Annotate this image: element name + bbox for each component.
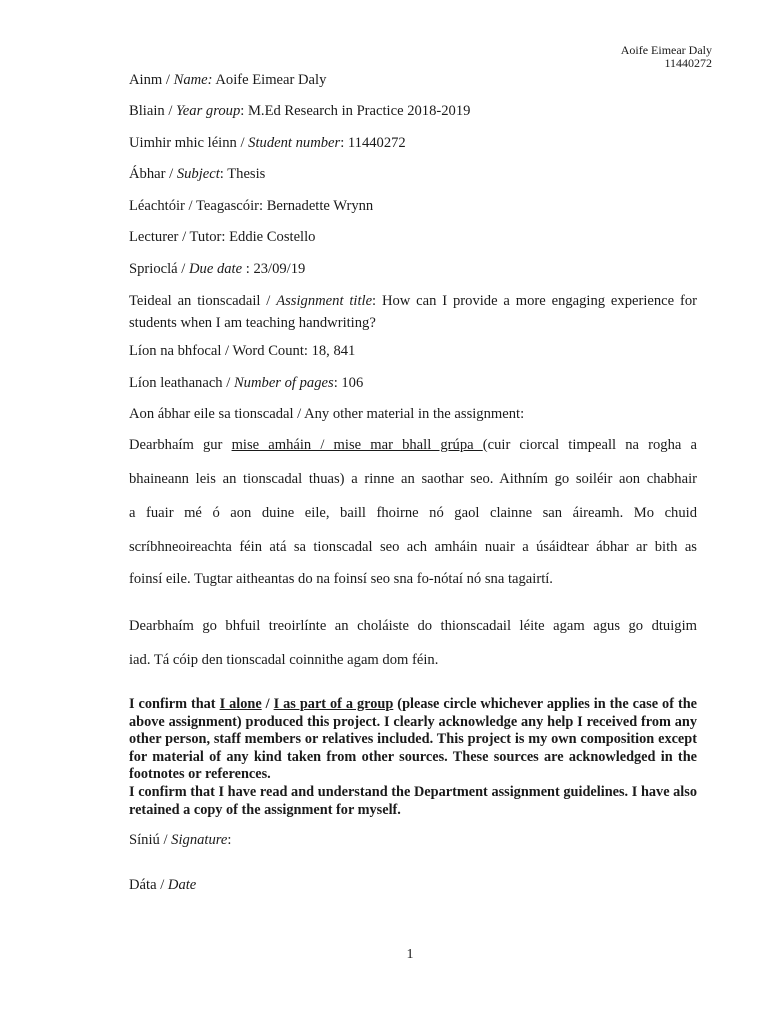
english-declaration: I confirm that I alone / I as part of a group (please circle whichever applies in the case of the above assignment) produced this project. I clearly acknowledge any help I received from any other person, staff members or relatives included. This project is my own composition except for material of any kind taken from other sources. These sources are acknowledged in the footnotes or references. I confirm that I have read and understand the Department assignment guidelines. I have also retained a copy of the assignment for myself. [129, 696, 698, 818]
irish-declaration-line-2: bhaineann leis an tionscadal thuas) a rinne an saothar seo. Aithním go soiléir aon chabhair [129, 471, 697, 487]
word-count-field: Líon na bhfocal / Word Count: 18, 841 [129, 343, 356, 359]
signature-label: Síniú / Signature: [129, 832, 232, 848]
pages-field: Líon leathanach / Number of pages: 106 [129, 375, 364, 391]
irish-declaration-line-6: Dearbhaím go bhfuil treoirlínte an choláiste do thionscadail léite agam agus go dtuigim [129, 618, 697, 634]
name-field: Ainm / Name: Aoife Eimear Daly [129, 72, 327, 88]
header-number: 11440272 [664, 56, 712, 70]
due-date-field: Sprioclá / Due date : 23/09/19 [129, 261, 306, 277]
date-label: Dáta / Date [129, 877, 197, 893]
student-number-field: Uimhir mhic léinn / Student number: 11440272 [129, 135, 406, 151]
lecturer-ga-field: Léachtóir / Teagascóir: Bernadette Wrynn [129, 198, 374, 214]
header-name: Aoife Eimear Daly [620, 43, 712, 57]
irish-declaration-line-3: a fuair mé ó aon duine eile, baill fhoirne nó gaol clainne san áireamh. Mo chuid [129, 505, 697, 521]
page-header [621, 44, 712, 70]
page-number: 1 [406, 947, 414, 962]
lecturer-en-field: Lecturer / Tutor: Eddie Costello [129, 229, 316, 245]
subject-field: Ábhar / Subject: Thesis [129, 166, 266, 182]
assignment-title-field: Teideal an tionscadail / Assignment title: How can I provide a more engaging experience for students when I am teaching handwriting? [129, 293, 697, 331]
other-material-field: Aon ábhar eile sa tionscadal / Any other material in the assignment: [129, 406, 525, 422]
year-group-field: Bliain / Year group: M.Ed Research in Practice 2018-2019 [129, 103, 471, 119]
irish-declaration-line-4: scríbhneoireachta féin atá sa tionscadal seo ach amháin nuair a úsáidtear ábhar ar bith as [129, 539, 697, 555]
irish-declaration-line-7: iad. Tá cóip den tionscadal coinnithe agam dom féin. [129, 652, 439, 668]
irish-declaration-line-1: Dearbhaím gur mise amháin / mise mar bhall grúpa (cuir ciorcal timpeall na rogha a [129, 437, 697, 453]
irish-declaration-line-5: foinsí eile. Tugtar aitheantas do na foinsí seo sna fo-nótaí nó sna tagairtí. [129, 571, 553, 587]
